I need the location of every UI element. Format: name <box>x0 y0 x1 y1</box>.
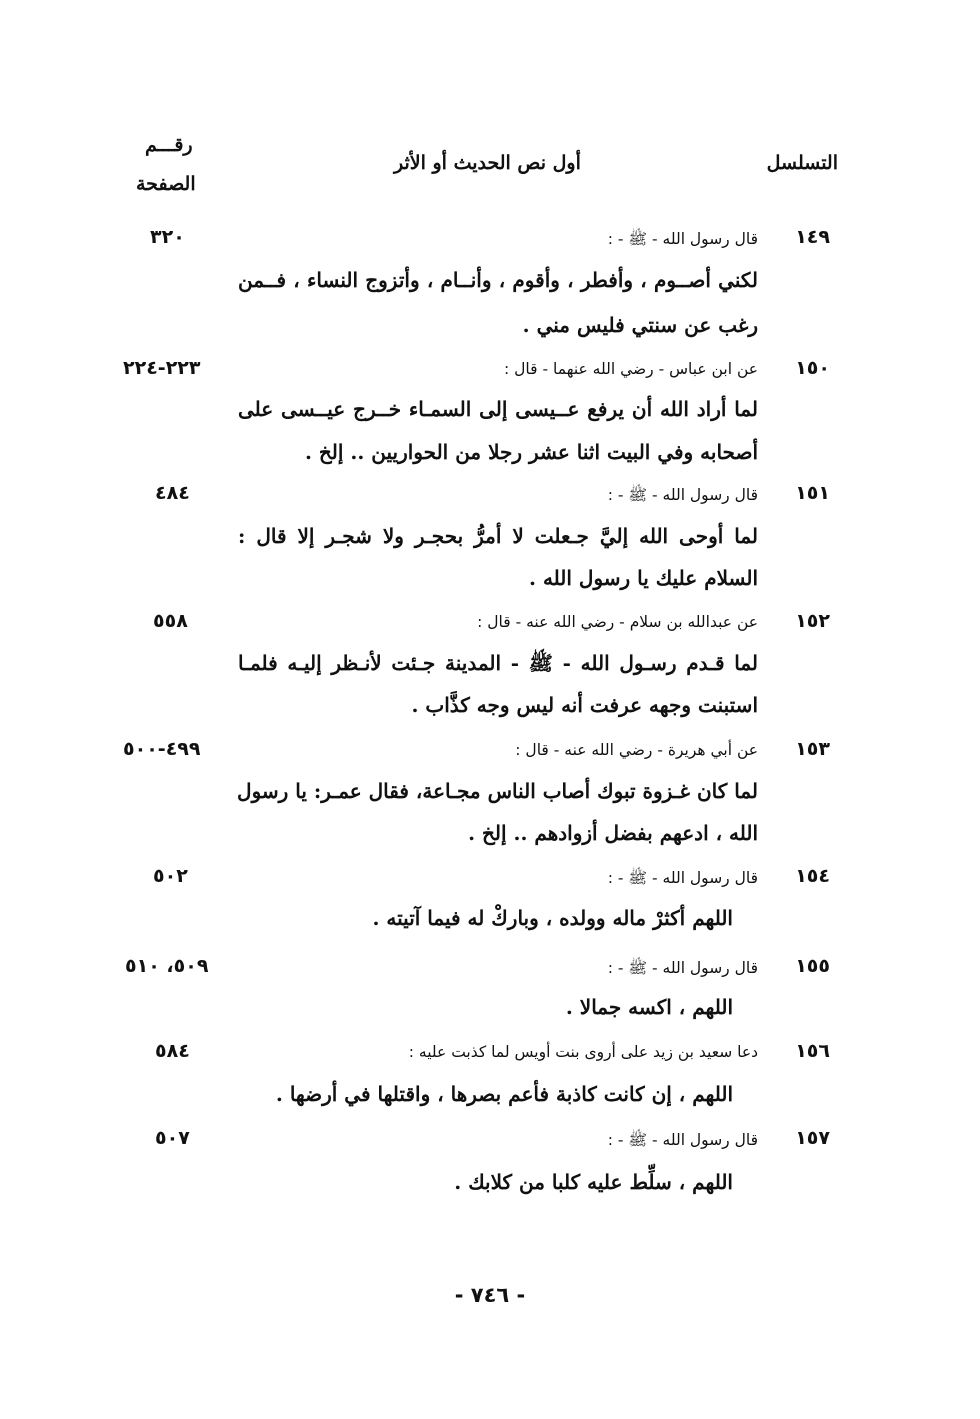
entry-page: ٢٢٣-٢٢٤ <box>123 357 201 379</box>
entry-number: ١٥٢ <box>795 610 830 632</box>
entry-text-line: أصحابه وفي البيت اثنا عشر رجلا من الحواريين .. إلخ . <box>304 440 758 464</box>
entry-page: ٥٠٧ <box>155 1127 190 1149</box>
entry-text-line: اللهم ، اكسه جمالا . <box>565 995 733 1019</box>
entry-number: ١٥٤ <box>795 865 830 887</box>
entry-page: ٤٨٤ <box>155 482 190 504</box>
entry-text-line: رغب عن سنتي فليس مني . <box>522 313 758 337</box>
page-number: - ٧٤٦ - <box>454 1283 526 1307</box>
entry-intro: قال رسول الله - ﷺ - : <box>607 1131 758 1149</box>
entry-intro: قال رسول الله - ﷺ - : <box>607 230 758 248</box>
entry-number: ١٥٦ <box>795 1040 830 1062</box>
entry-page: ٤٩٩-٥٠٠ <box>123 738 201 760</box>
header-text: أول نص الحديث أو الأثر <box>394 152 581 174</box>
entry-number: ١٥١ <box>795 482 830 504</box>
entry-page: ٥٨٤ <box>155 1040 190 1062</box>
entry-intro: عن ابن عباس - رضي الله عنهما - قال : <box>504 360 758 378</box>
entry-number: ١٤٩ <box>795 226 830 248</box>
entry-intro: عن أبي هريرة - رضي الله عنه - قال : <box>515 741 758 759</box>
entry-page: ٣٢٠ <box>150 226 185 248</box>
entry-number: ١٥٥ <box>795 955 830 977</box>
entry-intro: قال رسول الله - ﷺ - : <box>607 869 758 887</box>
entry-intro: دعا سعيد بن زيد على أروى بنت أويس لما كذبت عليه : <box>408 1043 758 1061</box>
header-page-top: رقـــم <box>145 134 193 156</box>
entry-text-line: لما قـدم رسـول الله - ﷺ - المدينة جـئت لأنـظر إليـه فلمـا <box>238 651 758 675</box>
entry-intro: قال رسول الله - ﷺ - : <box>607 486 758 504</box>
entry-page: ٥٠٢ <box>153 865 188 887</box>
entry-intro: قال رسول الله - ﷺ - : <box>607 959 758 977</box>
entry-text-line: لما كان غـزوة تبوك أصاب الناس مجـاعة، فقال عمـر: يا رسول <box>237 779 758 803</box>
entry-text-line: لما أراد الله أن يرفع عــيسى إلى السمـاء خــرج عيــسى على <box>238 397 758 421</box>
entry-text-line: الله ، ادعهم بفضل أزوادهم .. إلخ . <box>468 821 758 845</box>
entry-text-line: اللهم ، إن كانت كاذبة فأعم بصرها ، واقتلها في أرضها . <box>275 1082 733 1106</box>
entry-number: ١٥٠ <box>795 357 830 379</box>
header-serial: التسلسل <box>766 152 838 174</box>
entry-text-line: لما أوحى الله إليَّ جـعلت لا أمرُّ بحجـر ولا شجـر إلا قال : <box>238 524 758 548</box>
entry-number: ١٥٧ <box>795 1127 830 1149</box>
entry-text-line: اللهم ، سلِّط عليه كلبا من كلابك . <box>454 1170 733 1194</box>
entry-text-line: اللهم أكثرْ ماله وولده ، وباركْ له فيما آتيته . <box>372 906 733 930</box>
entry-text-line: استبنت وجهه عرفت أنه ليس وجه كذَّاب . <box>411 693 758 717</box>
header-page-bottom: الصفحة <box>136 173 196 195</box>
entry-number: ١٥٣ <box>795 738 830 760</box>
entry-intro: عن عبدالله بن سلام - رضي الله عنه - قال : <box>477 613 758 631</box>
entry-text-line: السلام عليك يا رسول الله . <box>529 566 758 590</box>
entry-page: ٥٥٨ <box>153 610 188 632</box>
entry-text-line: لكني أصــوم ، وأفطر ، وأقوم ، وأنــام ، وأتزوج النساء ، فــمن <box>238 268 758 292</box>
entry-page: ٥٠٩، ٥١٠ <box>125 955 209 977</box>
